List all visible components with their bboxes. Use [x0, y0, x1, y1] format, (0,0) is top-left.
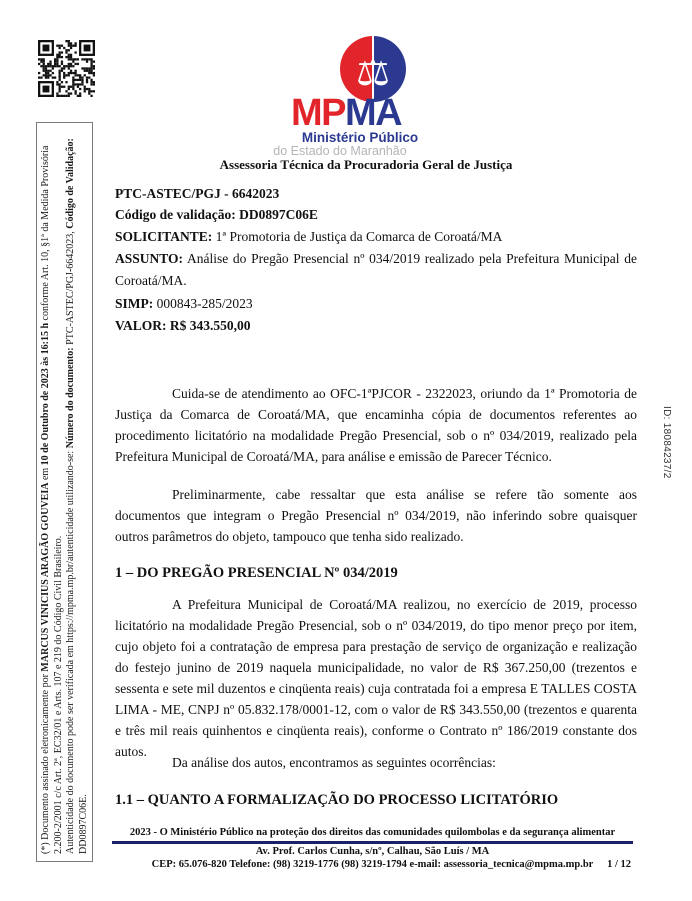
paragraph-1: Cuida-se de atendimento ao OFC-1ªPJCOR - 2322023, oriundo da 1ª Promotoria de Justiça da Comarca de Coroatá/MA, que encaminha cópia de documentos referentes ao procedimento licitatório na modalidade Pregão Presencial, sob o nº 034/2019, realizado pela Prefeitura Municipal de Coroatá/MA, para análise e emissão de Parecer Técnico.	[115, 386, 637, 464]
section-heading-1-1: 1.1 – QUANTO A FORMALIZAÇÃO DO PROCESSO LICITATÓRIO	[115, 792, 559, 808]
org-region: do Estado do Maranhão	[273, 144, 407, 158]
qr-code-icon	[38, 40, 95, 97]
department-title: Assessoria Técnica da Procuradoria Geral de Justiça	[219, 157, 513, 172]
page-footer	[112, 826, 633, 871]
org-name: Ministério Público	[301, 130, 419, 145]
paragraph-3: A Prefeitura Municipal de Coroatá/MA realizou, no exercício de 2019, processo licitatório na modalidade Pregão Presencial, sob o nº 034/2019, do tipo menor preço por item, cujo objeto foi a contratação de empresa para prestação de serviço de organização e realização do festejo junino de 2019 naquela municipalidade, no valor de R$ 367.250,00 (trezentos e sessenta e sete mil duzentos e cinqüenta reais) cuja contratada foi a empresa E TALLES COSTA LIMA - ME, CNPJ nº 05.832.178/0001-12, com o valor de R$ 343.550,00 (trezentos e quarenta e três mil reais quinhentos e cinqüenta reais), conforme o Contrato nº 186/2019 constante dos autos.	[115, 597, 637, 759]
simp-row: SIMP: 000843-285/2023	[115, 296, 253, 311]
signature-line: (*) Documento assinado eletronicamente por MARCUS VINICIUS ARAGÃO GOUVEIA em 10 de Outubro de 2023 às 16:15 h conforme Art. 10, §1ª da Medida Provisória 2.200-2/2001 c/c Art. 2ª, EC32/01 e Arts. 107 e 219 do Código Civil Brasileiro.	[39, 145, 63, 854]
solicitante-row: SOLICITANTE: 1ª Promotoria de Justiça da Comarca de Coroatá/MA	[115, 229, 503, 244]
doc-reference	[115, 183, 637, 225]
doc-ref-number: PTC-ASTEC/PGJ - 6642023	[115, 186, 280, 201]
validation-code-line: Código de validação: DD0897C06E	[115, 207, 318, 222]
footer-contact: CEP: 65.076-820 Telefone: (98) 3219-1776 (98) 3219-1794 e-mail: assessoria_tecnica@mpma.mp.br	[151, 858, 594, 870]
footer-address: Av. Prof. Carlos Cunha, s/nº, Calhau, São Luís / MA	[255, 845, 490, 857]
scales-of-justice-icon: ⚖	[355, 50, 391, 94]
section-heading-1: 1 – DO PREGÃO PRESENCIAL Nº 034/2019	[115, 565, 398, 581]
footer-contact-row	[112, 858, 633, 871]
signature-datetime: 10 de Outubro de 2023 às 16:15 h	[39, 322, 51, 466]
footer-slogan: 2023 - O Ministério Público na proteção dos direitos das comunidades quilombolas e da segurança alimentar	[129, 827, 616, 838]
paragraph-2: Preliminarmente, cabe ressaltar que esta análise se refere tão somente aos documentos que integram o Pregão Presencial nº 034/2019, não inferindo sobre quaisquer outros parâmetros do objeto, tampouco que tenha sido realizado.	[115, 487, 637, 544]
logo-acronym: MPMA	[290, 92, 402, 134]
signature-strip	[36, 122, 93, 862]
valor-row: VALOR: R$ 343.550,00	[115, 318, 251, 333]
page-number: 1 / 12	[607, 858, 631, 870]
document-id-vertical: ID: 18084237/2	[661, 406, 672, 479]
signature-strip-text	[39, 130, 89, 854]
paragraph-4: Da análise dos autos, encontramos as seguintes ocorrências:	[172, 755, 496, 770]
footer-rule	[112, 841, 633, 844]
assunto-row: ASSUNTO: Análise do Pregão Presencial nº 034/2019 realizado pela Prefeitura Municipal de Coroatá/MA.	[115, 251, 637, 288]
signer-name: MARCUS VINICIUS ARAGÃO GOUVEIA	[39, 482, 51, 672]
authenticity-line: Autenticidade do documento pode ser verificada em https://mpma.mp.br/autenticidade utilizando-se: Número do documento: PTC-ASTEC/PGJ-6642023, Código de Validação: DD0897C06E.	[64, 138, 89, 854]
